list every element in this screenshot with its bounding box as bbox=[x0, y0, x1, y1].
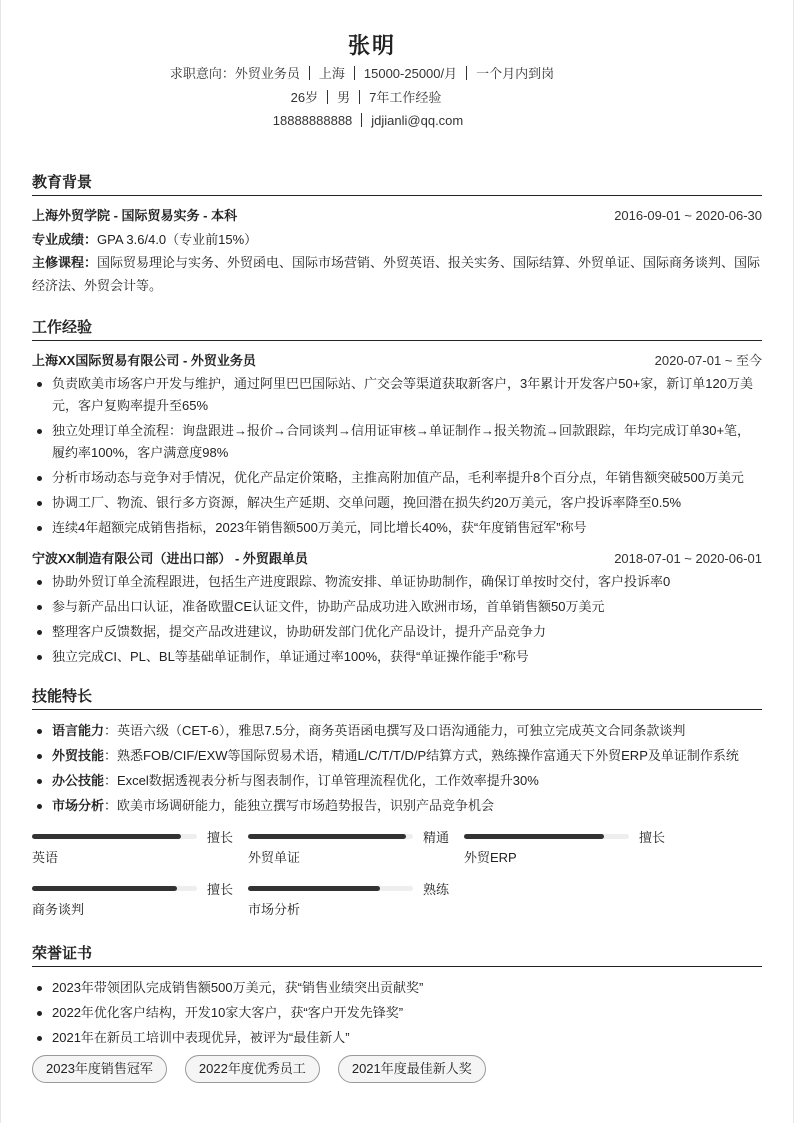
skill-text: ：欧美市场调研能力，能独立撰写市场趋势报告，识别产品竞争机会 bbox=[104, 798, 495, 813]
resume-header bbox=[1, 0, 793, 133]
job-intention: 求职意向：外贸业务员 bbox=[169, 66, 300, 81]
job-entry bbox=[32, 349, 762, 539]
progress-track bbox=[248, 834, 413, 839]
availability: 一个月内到岗 bbox=[476, 66, 555, 81]
school-degree: 上海外贸学院 - 国际贸易实务 - 本科 bbox=[32, 208, 238, 223]
skills-section bbox=[32, 682, 762, 929]
progress-track bbox=[464, 834, 629, 839]
job-bullets bbox=[32, 373, 762, 539]
skill-bar-row bbox=[248, 877, 464, 899]
list-item: 分析市场动态与竞争对手情况，优化产品定价策略，主推高附加值产品，毛利率提升8个百分点，年销售额突破500万美元 bbox=[32, 467, 762, 489]
progress-track bbox=[32, 834, 197, 839]
divider bbox=[361, 113, 362, 127]
courses-label: 主修课程： bbox=[32, 255, 98, 270]
job-intention-line bbox=[0, 62, 793, 86]
job-date: 2020-07-01 ~ 至今 bbox=[654, 353, 762, 368]
age: 26岁 bbox=[290, 89, 319, 105]
list-item: 独立处理订单全流程：询盘跟进→报价→合同谈判→信用证审核→单证制作→报关物流→回款跟踪，年均完成订单30+笔，履约率100%，客户满意度98% bbox=[32, 420, 762, 464]
progress-fill bbox=[32, 834, 181, 839]
skill-name: 商务谈判 bbox=[32, 902, 85, 917]
courses: 国际贸易理论与实务、外贸函电、国际市场营销、外贸英语、报关实务、国际结算、外贸单证、国际商务谈判、国际经济法、外贸会计等。 bbox=[32, 255, 761, 293]
skill-level: 精通 bbox=[423, 829, 450, 845]
skill-level: 擅长 bbox=[207, 881, 234, 897]
section-title: 技能特长 bbox=[32, 682, 762, 710]
skill-label: 办公技能 bbox=[52, 773, 105, 788]
list-item: 协助外贸订单全流程跟进，包括生产进度跟踪、物流安排、单证协助制作，确保订单按时交付，客户投诉率0 bbox=[32, 571, 762, 593]
education-date: 2016-09-01 ~ 2020-06-30 bbox=[614, 208, 762, 223]
progress-fill bbox=[32, 886, 177, 891]
skill-item bbox=[32, 720, 762, 742]
skill-level: 熟练 bbox=[423, 881, 450, 897]
divider bbox=[359, 90, 360, 104]
phone: 18888888888 bbox=[272, 113, 353, 128]
divider bbox=[466, 66, 467, 80]
skill-bar bbox=[32, 825, 248, 877]
list-item: 负责欧美市场客户开发与维护，通过阿里巴巴国际站、广交会等渠道获取新客户，3年累计开发客户50+家，新订单120万美元，客户复购率提升至65% bbox=[32, 373, 762, 417]
skill-bar bbox=[248, 877, 464, 929]
company-position: 宁波XX制造有限公司（进出口部） - 外贸跟单员 bbox=[32, 551, 308, 566]
list-item: 独立完成CI、PL、BL等基础单证制作，单证通过率100%，获得“单证操作能手”称号 bbox=[32, 646, 762, 668]
skill-level: 擅长 bbox=[639, 829, 666, 845]
list-item: 整理客户反馈数据，提交产品改进建议，协助研发部门优化产品设计，提升产品竞争力 bbox=[32, 621, 762, 643]
salary: 15000-25000/月 bbox=[363, 66, 458, 81]
section-title: 教育背景 bbox=[32, 168, 762, 196]
job-header bbox=[32, 547, 762, 571]
skill-bar bbox=[248, 825, 464, 877]
job-header bbox=[32, 349, 762, 373]
list-item: 连续4年超额完成销售指标，2023年销售额500万美元，同比增长40%，获“年度销售冠军”称号 bbox=[32, 517, 762, 539]
job-bullets bbox=[32, 571, 762, 668]
honor-tag: 2023年度销售冠军 bbox=[32, 1055, 167, 1083]
skill-text: ：熟悉FOB/CIF/EXW等国际贸易术语，精通L/C/T/T/D/P结算方式，熟练操作富通天下外贸ERP及单证制作系统 bbox=[104, 748, 739, 763]
email: jdjianli@qq.com bbox=[371, 113, 464, 128]
skill-bar bbox=[32, 877, 248, 929]
skill-bar-row bbox=[248, 825, 464, 847]
skill-bar-row bbox=[464, 825, 680, 847]
skill-name: 外贸ERP bbox=[464, 850, 517, 865]
divider bbox=[354, 66, 355, 80]
skill-bar-row bbox=[32, 877, 248, 899]
job-entry bbox=[32, 547, 762, 668]
gpa-label: 专业成绩： bbox=[32, 232, 98, 247]
skill-name: 英语 bbox=[32, 850, 59, 865]
progress-fill bbox=[248, 834, 406, 839]
honor-item: 2023年带领团队完成销售额500万美元，获“销售业绩突出贡献奖” bbox=[32, 977, 762, 999]
personal-line bbox=[0, 86, 793, 110]
education-section bbox=[32, 168, 762, 297]
work-section bbox=[32, 313, 762, 668]
skill-item bbox=[32, 795, 762, 817]
divider bbox=[327, 90, 328, 104]
progress-fill bbox=[464, 834, 604, 839]
honor-item: 2021年在新员工培训中表现优异，被评为“最佳新人” bbox=[32, 1027, 762, 1049]
list-item: 协调工厂、物流、银行多方资源，解决生产延期、交单问题，挽回潜在损失约20万美元，客户投诉率降至0.5% bbox=[32, 492, 762, 514]
honors-section bbox=[32, 939, 762, 1083]
skill-label: 市场分析 bbox=[52, 798, 105, 813]
list-item: 参与新产品出口认证，准备欧盟CE认证文件，协助产品成功进入欧洲市场，首单销售额50万美元 bbox=[32, 596, 762, 618]
section-title: 荣誉证书 bbox=[32, 939, 762, 967]
divider bbox=[309, 66, 310, 80]
experience: 7年工作经验 bbox=[369, 89, 442, 105]
skill-name: 市场分析 bbox=[248, 902, 301, 917]
gender: 男 bbox=[337, 89, 351, 105]
skill-label: 外贸技能 bbox=[52, 748, 105, 763]
skill-text: ：英语六级（CET-6），雅思7.5分，商务英语函电撰写及口语沟通能力，可独立完成英文合同条款谈判 bbox=[104, 723, 686, 738]
honor-item: 2022年优化客户结构，开发10家大客户，获“客户开发先锋奖” bbox=[32, 1002, 762, 1024]
honor-tag: 2021年度最佳新人奖 bbox=[338, 1055, 486, 1083]
skill-name: 外贸单证 bbox=[248, 850, 301, 865]
skill-label: 语言能力 bbox=[52, 723, 105, 738]
skill-bar bbox=[464, 825, 680, 877]
skill-item bbox=[32, 745, 762, 767]
skill-text: ：Excel数据透视表分析与图表制作，订单管理流程优化，工作效率提升30% bbox=[104, 773, 539, 788]
skill-bar-row bbox=[32, 825, 248, 847]
city: 上海 bbox=[318, 66, 345, 81]
progress-track bbox=[248, 886, 413, 891]
gpa: GPA 3.6/4.0（专业前15%） bbox=[97, 232, 258, 247]
honor-tag: 2022年度优秀员工 bbox=[185, 1055, 320, 1083]
progress-fill bbox=[248, 886, 380, 891]
job-date: 2018-07-01 ~ 2020-06-01 bbox=[614, 551, 762, 566]
company-position: 上海XX国际贸易有限公司 - 外贸业务员 bbox=[32, 353, 256, 368]
contact-line bbox=[0, 109, 793, 133]
progress-track bbox=[32, 886, 197, 891]
skill-level: 擅长 bbox=[207, 829, 234, 845]
candidate-name: 张明 bbox=[347, 33, 396, 58]
skill-item bbox=[32, 770, 762, 792]
section-title: 工作经验 bbox=[32, 313, 762, 341]
